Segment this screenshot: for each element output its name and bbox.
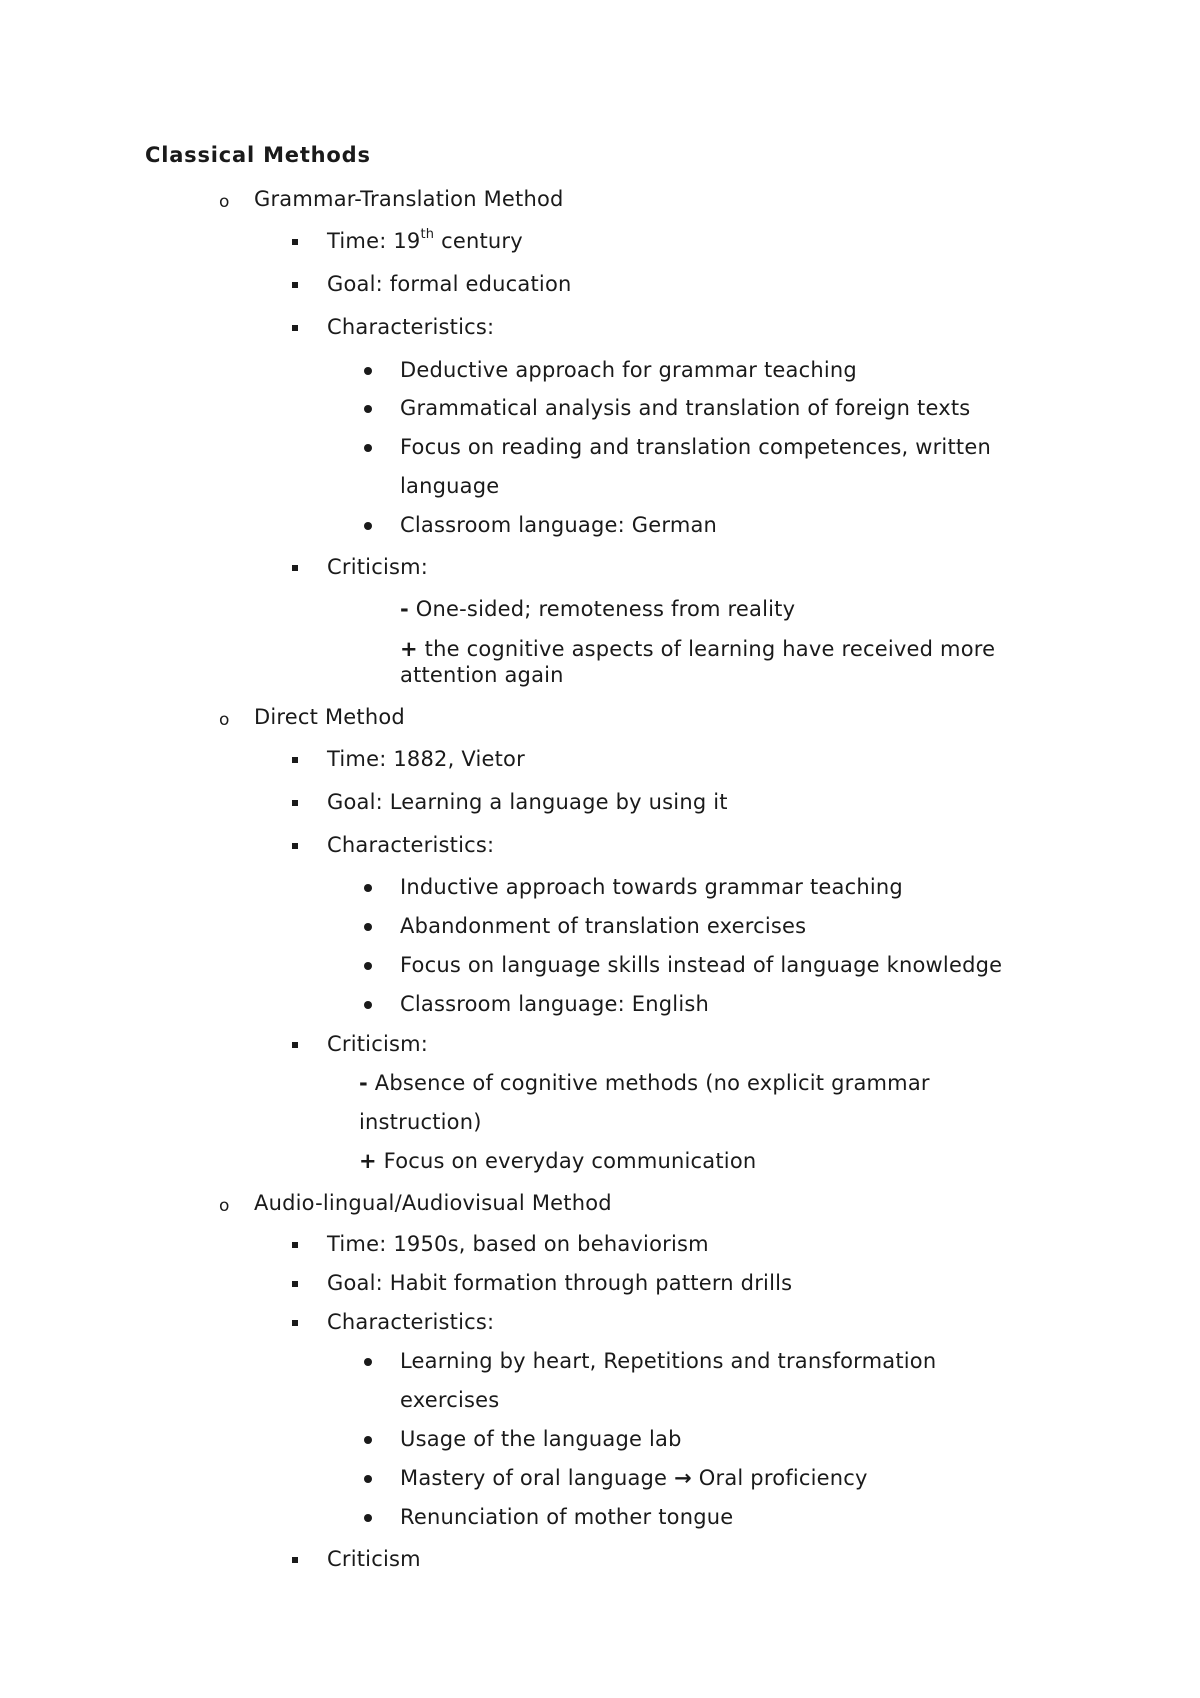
plus-icon: + <box>359 1149 377 1173</box>
al-criticism-label: Criticism <box>327 1547 421 1571</box>
page-title: Classical Methods <box>145 143 371 167</box>
section-heading-direct-method: Direct Method <box>254 705 405 729</box>
square-bullet-icon <box>292 1042 298 1048</box>
square-bullet-icon <box>292 1557 298 1563</box>
list-item: Deductive approach for grammar teaching <box>400 358 857 382</box>
dot-bullet-icon <box>364 1475 372 1483</box>
dot-bullet-icon <box>364 1436 372 1444</box>
list-item: Usage of the language lab <box>400 1427 682 1451</box>
square-bullet-icon <box>292 239 298 245</box>
square-bullet-icon <box>292 1242 298 1248</box>
dot-bullet-icon <box>364 923 372 931</box>
minus-icon: - <box>359 1071 368 1095</box>
al-characteristics-label: Characteristics: <box>327 1310 495 1334</box>
square-bullet-icon <box>292 843 298 849</box>
gt-characteristics-label: Characteristics: <box>327 315 495 339</box>
dm-goal: Goal: Learning a language by using it <box>327 790 728 814</box>
gt-criticism-label: Criticism: <box>327 555 429 579</box>
list-item: Focus on reading and translation competences, written <box>400 435 991 459</box>
dot-bullet-icon <box>364 1001 372 1009</box>
list-item: Abandonment of translation exercises <box>400 914 807 938</box>
list-item: Focus on language skills instead of language knowledge <box>400 953 1003 977</box>
gt-criticism-positive-continuation: attention again <box>400 663 564 687</box>
dm-criticism-label: Criticism: <box>327 1032 429 1056</box>
gt-goal: Goal: formal education <box>327 272 572 296</box>
dot-bullet-icon <box>364 367 372 375</box>
list-item: Learning by heart, Repetitions and transformation <box>400 1349 937 1373</box>
dm-criticism-negative: - Absence of cognitive methods (no explicit grammar <box>359 1071 930 1095</box>
square-bullet-icon <box>292 565 298 571</box>
list-item: Grammatical analysis and translation of foreign texts <box>400 396 971 420</box>
minus-icon: - <box>400 597 409 621</box>
al-goal: Goal: Habit formation through pattern drills <box>327 1271 793 1295</box>
list-item: Mastery of oral language → Oral proficiency <box>400 1466 868 1490</box>
list-item: Renunciation of mother tongue <box>400 1505 734 1529</box>
dm-time: Time: 1882, Vietor <box>327 747 525 771</box>
dot-bullet-icon <box>364 962 372 970</box>
al-time: Time: 1950s, based on behaviorism <box>327 1232 709 1256</box>
dm-criticism-positive: + Focus on everyday communication <box>359 1149 757 1173</box>
square-bullet-icon <box>292 282 298 288</box>
list-item: Classroom language: English <box>400 992 709 1016</box>
arrow-right-icon: → <box>674 1466 692 1490</box>
plus-icon: + <box>400 637 418 661</box>
dot-bullet-icon <box>364 1514 372 1522</box>
square-bullet-icon <box>292 757 298 763</box>
square-bullet-icon <box>292 800 298 806</box>
list-item: Classroom language: German <box>400 513 718 537</box>
square-bullet-icon <box>292 1281 298 1287</box>
square-bullet-icon <box>292 1320 298 1326</box>
dot-bullet-icon <box>364 1358 372 1366</box>
circle-bullet-icon: o <box>219 710 230 730</box>
section-heading-grammar-translation: Grammar-Translation Method <box>254 187 564 211</box>
dm-criticism-negative-continuation: instruction) <box>359 1110 482 1134</box>
section-heading-audio-lingual: Audio-lingual/Audiovisual Method <box>254 1191 612 1215</box>
dot-bullet-icon <box>364 522 372 530</box>
gt-criticism-negative: - One-sided; remoteness from reality <box>400 597 796 621</box>
dot-bullet-icon <box>364 884 372 892</box>
list-item: Inductive approach towards grammar teaching <box>400 875 903 899</box>
circle-bullet-icon: o <box>219 1196 230 1216</box>
dot-bullet-icon <box>364 405 372 413</box>
gt-criticism-positive: + the cognitive aspects of learning have received more <box>400 637 996 661</box>
circle-bullet-icon: o <box>219 192 230 212</box>
dm-characteristics-label: Characteristics: <box>327 833 495 857</box>
gt-time: Time: 19th century <box>327 227 523 253</box>
list-item-continuation: exercises <box>400 1388 500 1412</box>
dot-bullet-icon <box>364 444 372 452</box>
square-bullet-icon <box>292 325 298 331</box>
list-item-continuation: language <box>400 474 500 498</box>
